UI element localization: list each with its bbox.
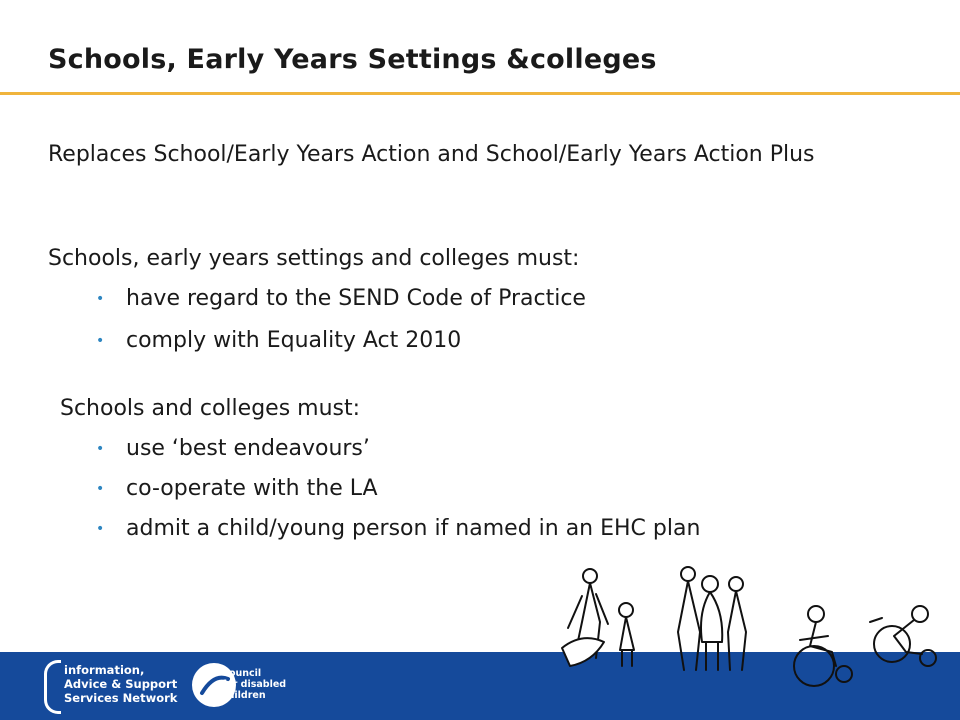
list-item [96,472,700,512]
iass-bracket-icon [44,660,61,714]
list-item [96,324,586,366]
bullet-icon: • [96,441,105,457]
logo-text: Council [222,668,262,679]
section1-bullet-list [96,282,586,366]
bullet-text: admit a child/young person if named in an EHC plan [126,516,701,541]
section2-heading: Schools and colleges must: [60,396,361,421]
logo-text: information, [64,663,145,677]
bullet-icon: • [96,291,105,307]
slide-title: Schools, Early Years Settings &colleges [48,44,657,75]
bullet-text: have regard to the SEND Code of Practice [126,286,586,311]
logo-text: children [222,690,266,701]
logo-text: Services Network [64,691,178,705]
list-item [96,282,586,324]
title-divider [0,92,960,95]
cdc-logo [192,657,302,713]
logo-text: for disabled [222,679,287,690]
list-item [96,432,700,472]
bullet-text: co-operate with the LA [126,476,378,501]
section2-bullet-list [96,432,700,552]
bullet-text: comply with Equality Act 2010 [126,328,462,353]
iass-network-logo [44,658,194,712]
intro-text: Replaces School/Early Years Action and School/Early Years Action Plus [48,142,815,167]
bullet-icon: • [96,481,105,497]
bullet-icon: • [96,521,105,537]
list-item [96,512,700,552]
logo-text: Advice & Support [64,677,178,691]
bullet-text: use ‘best endeavours’ [126,436,370,461]
bullet-icon: • [96,333,105,349]
section1-heading: Schools, early years settings and colleges must: [48,246,580,271]
children-illustration-icon [552,562,944,696]
